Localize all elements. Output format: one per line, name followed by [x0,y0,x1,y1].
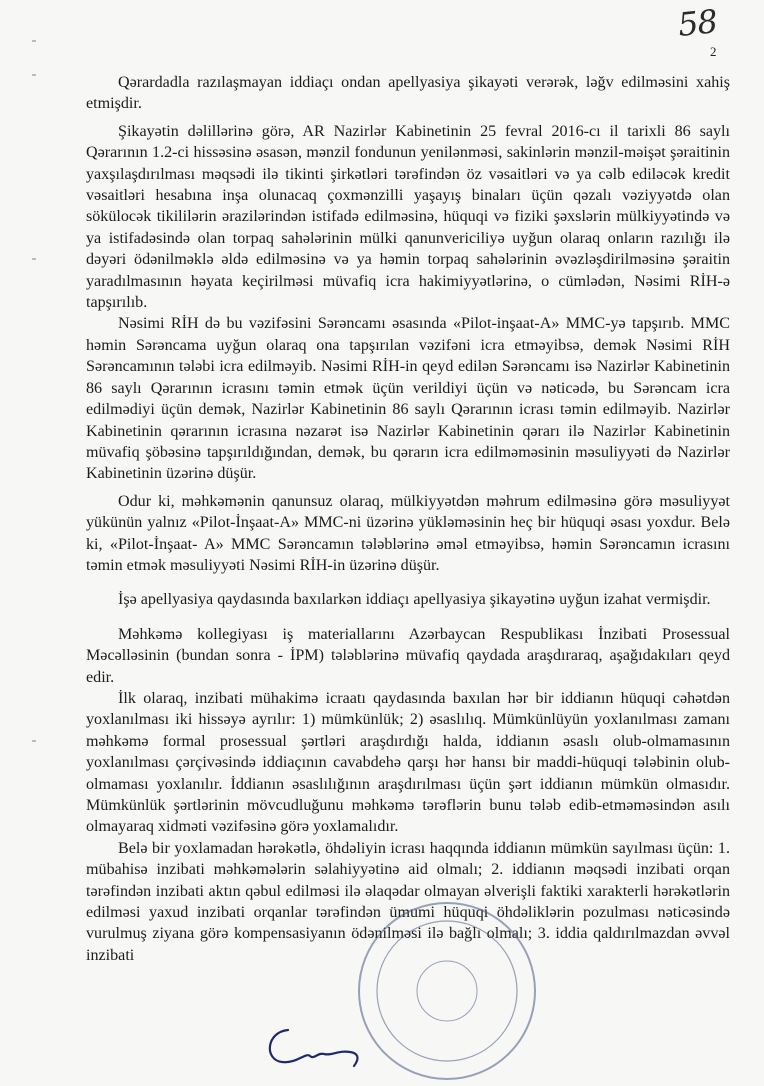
margin-mark [32,740,36,742]
paragraph-liability: Odur ki, məhkəmənin qanunsuz olaraq, mülkiyyətdən məhrum edilməsinə görə məsuliyyət yükünün yalnız «Pilot-İnşaat-A» MMC-ni üzərinə yükləməsinin heç bir hüquqi əsası yoxdur. Belə ki, «Pilot-İnşaat- A» MMC Sərəncamın tələblərinə əməl etməyibsə, həmin Sərəncamın icrasını təmin etmək məsuliyyəti Nəsimi RİH-in üzərinə düşür. [86,492,730,574]
margin-mark [32,258,36,260]
page-number: 2 [710,44,717,59]
paragraph-appeal-hearing: İşə apellyasiya qaydasında baxılarkən iddiaçı apellyasiya şikayətinə uyğun izahat vermişdir. [118,591,711,609]
paragraph-nasimi-order: Nəsimi RİH də bu vəzifəsini Sərəncamı əsasında «Pilot-inşaat-A» MMC-yə tapşırıb. MMC həmin Sərəncama uyğun olaraq ona tapşırılan vəzifəni icra etməyibsə, demək Nəsimi RİH Sərəncamının tələbi icra edilməyib. Nəsimi RİH-in qeyd edilən Sərəncamı isə Nazirlər Kabinetinin 86 saylı Qərarının icrasını təmin etmək üçün verildiyi üçün və nəticədə, bu Sərəncam icra edilmədiyi üçün demək, Nazirlər Kabinetinin 86 saylı Qərarının icrası təmin edilməyib. Nazirlər Kabinetinin qərarının icrasına nəzarət isə Nazirlər Kabinetinin qərarı ilə Nazirlər Kabinetinin müvafiq şöbəsinə tapşırıldığından, demək, bu qərarın icra edilməməsinin məsuliyyəti də Nazirlər Kabinetinin üzərinə düşür. [86,315,730,483]
paragraph-conditions: Belə bir yoxlamadan hərəkətlə, öhdəliyin icrası haqqında iddianın mümkün sayılması üçün: 1. mübahisə inzibati məhkəmələrin səlahiyyətinə aid olmalı; 2. iddianın məqsədi inzibati orqan tərəfindən inzibati aktın qəbul edilməsi ilə əlaqədar olmayan əlverişli faktiki xarakterli hərəkətlərin edilməsi yaxud inzibati orqanlar tərəfindən ümumi hüquqi öhdəliklərin pozulması nəticəsində vurulmuş ziyana görə kompensasiyanın ödənilməsi ilə bağlı olmalı; 3. iddia qaldırılmazdan əvvəl inzibati [86,839,730,964]
paragraph-admissibility: İlk olaraq, inzibati mühakimə icraatı qaydasında baxılan hər bir iddianın hüquqi cəhətdən yoxlanılması iki hissəyə ayrılır: 1) mümkünlük; 2) əsaslılıq. Mümkünlüyün yoxlanılması zamanı məhkəmə formal prosessual şərtləri araşdırdığı halda, iddianın əsaslı olub-olmamasının yoxlanılması çərçivəsində iddiaçının cavabdehə qarşı hər hansı bir maddi-hüquqi tələbinin olub-olmaması yoxlanılır. İddianın əsaslılığının araşdırılması üçün şərt iddianın mümkün olmasıdır. Mümkünlük şərtlərinin mövcudluğunu məhkəmə tərəflərin bunu tələb edib-etməməsindən asılı olmayaraq xidməti vəzifəsinə görə yoxlamalıdır. [86,689,730,836]
document-body [86,72,730,966]
court-stamp [352,896,542,1086]
margin-mark [32,74,36,76]
paragraph-court-review: Məhkəmə kollegiyası iş materiallarını Azərbaycan Respublikası İnzibati Prosessual Məcəlləsinin (bundan sonra - İPM) tələblərinə müvafiq qaydada araşdıraraq, aşağıdakıları qeyd edir. [86,625,730,686]
paragraph-complaint-grounds: Şikayətin dəlillərinə görə, AR Nazirlər Kabinetinin 25 fevral 2016-cı il tarixli 86 saylı Qərarının 1.2-ci hissəsinə əsasən, mənzil fondunun yenilənməsi, sakinlərin mənzil-məişət şəraitinin yaxşılaşdırılması məqsədi ilə tikinti şirkətləri tərəfindən öz vəsaitləri və ya cəlb ediləcək kredit vəsaitləri hesabına inşa olunacaq çoxmənzilli yaşayış binaları üçün qəzalı vəziyyətdə olan sökülocək tikililərin ərazilərindən istifadə edilməsinə, hüquqi və fiziki şəxslərin mülkiyyətində və ya istifadəsində olan torpaq sahələrinin mülki qanunvericiliyə uyğun olaraq onların razılığı ilə dəyəri ödənilməklə əldə edilməsinə və ya həmin torpaq sahələrinin əvəzləşdirilməsinə şəraitin yaradılmasının həyata keçirilməsi müvafiq icra hakimiyyətlərinə, o cümlədən, Nəsimi RİH-ə tapşırılıb. [86,122,730,312]
handwritten-page-number: 58 [676,2,719,44]
signature [262,1022,372,1072]
margin-mark [32,40,36,42]
paragraph-appeal-filed: Qərardadla razılaşmayan iddiaçı ondan apellyasiya şikayəti verərək, ləğv edilməsini xahiş etmişdir. [86,74,730,113]
